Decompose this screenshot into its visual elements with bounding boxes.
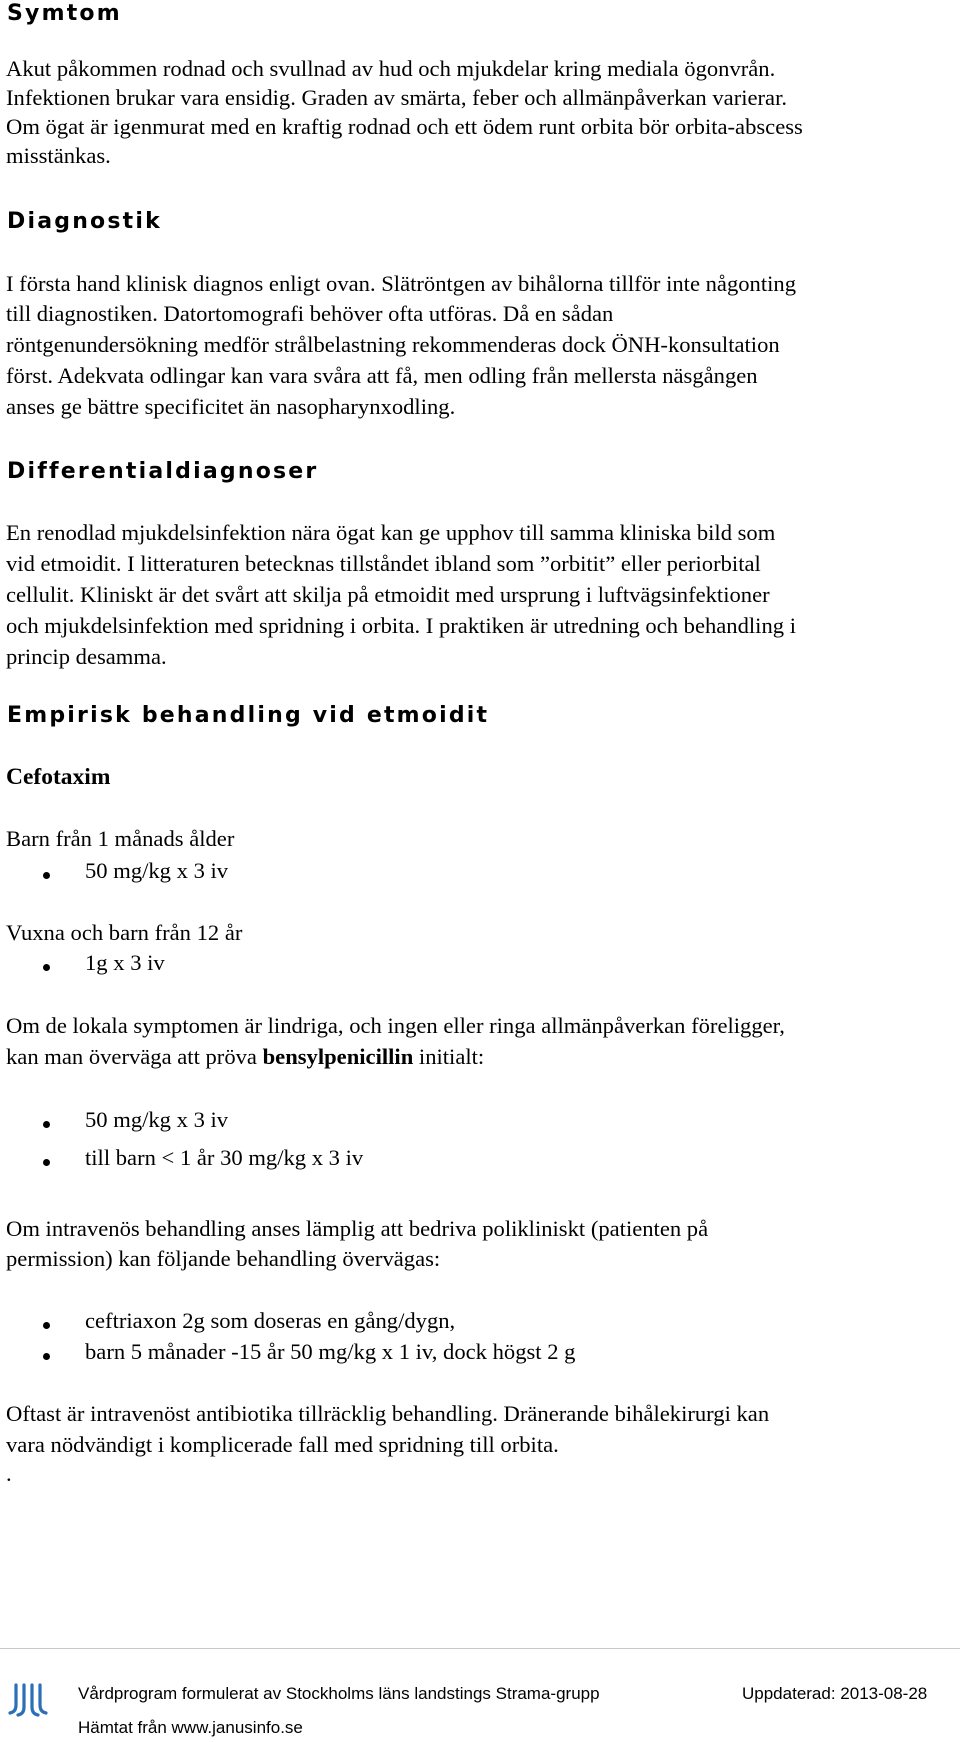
footer-updated-date: Uppdaterad: 2013-08-28 (742, 1684, 928, 1703)
heading-symtom: Symtom (7, 1, 122, 26)
text-line: Infektionen brukar vara ensidig. Graden av smärta, feber och allmänpåverkan varierar. (6, 85, 788, 110)
text-line: Om de lokala symptomen är lindriga, och ingen eller ringa allmänpåverkan föreligger, (6, 1013, 785, 1038)
text-line: röntgenundersökning medför strålbelastning rekommenderas dock ÖNH-konsultation (6, 332, 780, 357)
text-line: permission) kan följande behandling övervägas: (6, 1246, 441, 1271)
dose-text: 1g x 3 iv (85, 950, 165, 975)
footer-divider (0, 1648, 960, 1649)
text-line: Oftast är intravenöst antibiotika tillräcklig behandling. Dränerande bihålekirurgi kan (6, 1401, 770, 1426)
text-line: princip desamma. (6, 644, 167, 669)
dose-group-label: Barn från 1 månads ålder (6, 826, 235, 851)
dose-text: ceftriaxon 2g som doseras en gång/dygn, (85, 1308, 456, 1333)
text-span: initialt: (413, 1044, 485, 1069)
heading-empirisk-behandling: Empirisk behandling vid etmoidit (7, 703, 490, 728)
text-line: och mjukdelsinfektion med spridning i orbita. I praktiken är utredning och behandling i (6, 613, 796, 638)
dose-text: barn 5 månader -15 år 50 mg/kg x 1 iv, dock högst 2 g (85, 1339, 576, 1364)
heading-diagnostik: Diagnostik (7, 209, 162, 234)
dose-text: till barn < 1 år 30 mg/kg x 3 iv (85, 1145, 364, 1170)
text-line: till diagnostiken. Datortomografi behöver ofta utföras. Då en sådan (6, 301, 614, 326)
dose-text: 50 mg/kg x 3 iv (85, 858, 229, 883)
bullet (43, 872, 50, 879)
text-line: Akut påkommen rodnad och svullnad av hud och mjukdelar kring mediala ögonvrån. (6, 56, 776, 81)
text-line: cellulit. Kliniskt är det svårt att skilja på etmoidit med ursprung i luftvägsinfektioner (6, 582, 770, 607)
bullet (43, 1353, 50, 1360)
text-span: kan man överväga att pröva (6, 1044, 263, 1069)
text-line: vara nödvändigt i komplicerade fall med spridning till orbita. (6, 1432, 559, 1457)
bullet (43, 1159, 50, 1166)
bullet (43, 1121, 50, 1128)
text-line: först. Adekvata odlingar kan vara svåra att få, men odling från mellersta näsgången (6, 363, 758, 388)
footer-source-text: Hämtat från www.janusinfo.se (78, 1718, 303, 1737)
text-line: misstänkas. (6, 143, 111, 168)
text-line (6, 1041, 484, 1072)
dose-text: 50 mg/kg x 3 iv (85, 1107, 229, 1132)
text-line: Om ögat är igenmurat med en kraftig rodnad och ett ödem runt orbita bör orbita-abscess (6, 114, 803, 139)
sll-logo-icon (8, 1683, 52, 1717)
heading-cefotaxim: Cefotaxim (6, 764, 111, 790)
drug-name-bold: bensylpenicillin (262, 1044, 414, 1069)
text-line: vid etmoidit. I litteraturen betecknas tillståndet ibland som ”orbitit” eller periorbital (6, 551, 761, 576)
dose-group-label: Vuxna och barn från 12 år (6, 920, 243, 945)
text-line: Om intravenös behandling anses lämplig att bedriva polikliniskt (patienten på (6, 1216, 709, 1241)
heading-differentialdiagnoser: Differentialdiagnoser (7, 459, 319, 484)
text-line: . (6, 1461, 12, 1486)
text-line: En renodlad mjukdelsinfektion nära ögat kan ge upphov till samma kliniska bild som (6, 520, 776, 545)
footer-program-text: Vårdprogram formulerat av Stockholms läns landstings Strama-grupp (78, 1684, 600, 1703)
bullet (43, 1322, 50, 1329)
text-line: anses ge bättre specificitet än nasopharynxodling. (6, 394, 456, 419)
text-line: I första hand klinisk diagnos enligt ovan. Slätröntgen av bihålorna tillför inte någonting (6, 271, 796, 296)
bullet (43, 964, 50, 971)
